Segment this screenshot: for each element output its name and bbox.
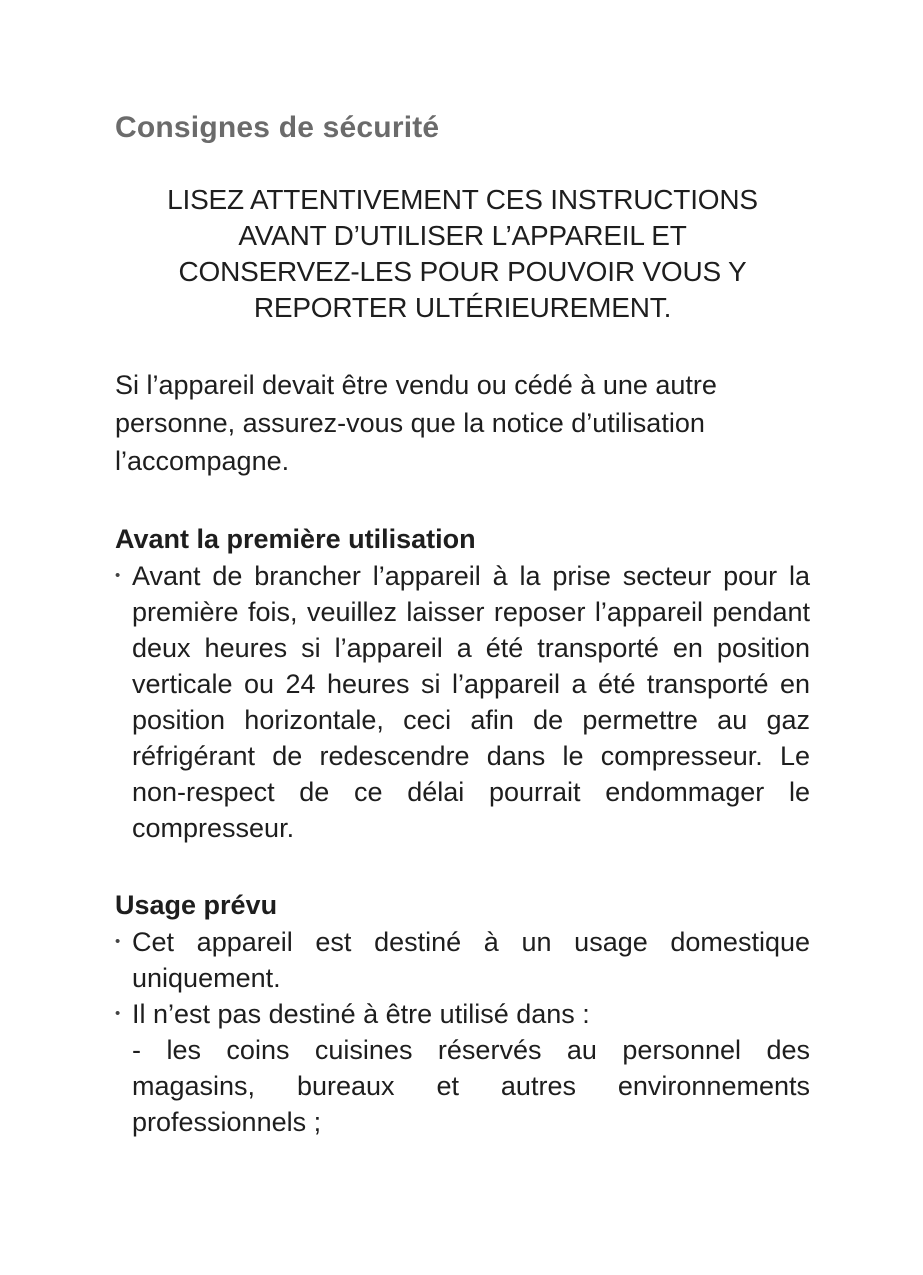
warning-line: REPORTER ULTÉRIEUREMENT.	[253, 292, 672, 323]
bullet-list	[115, 558, 810, 846]
section-intended-use	[115, 886, 810, 1140]
list-item-text: Cet appareil est destiné à un usage domestique uniquement.	[132, 927, 810, 993]
list-item	[115, 996, 810, 1140]
sub-list-item: - les coins cuisines réservés au personnel des magasins, bureaux et autres environnements professionnels ;	[132, 1035, 810, 1137]
section-heading: Avant la première utilisation	[115, 524, 476, 554]
page-title: Consignes de sécurité	[115, 111, 440, 144]
list-item	[115, 558, 810, 846]
section-before-first-use	[115, 520, 810, 846]
warning-line: LISEZ ATTENTIVEMENT CES INSTRUCTIONS	[167, 184, 758, 215]
bullet-list	[115, 924, 810, 1140]
bullet-icon: •	[115, 567, 121, 584]
section-heading: Usage prévu	[115, 890, 278, 920]
warning-notice	[115, 182, 810, 326]
list-item-text: Avant de brancher l’appareil à la prise secteur pour la première fois, veuillez laisser reposer l’appareil pendant deux heures si l’appareil a été transporté en position verticale ou 24 heures si l’appareil a été transporté en position horizontale, ceci afin de permettre au gaz réfrigérant de redescendre dans le compresseur. Le non-respect de ce délai pourrait endommager le compresseur.	[132, 561, 810, 843]
list-item	[115, 924, 810, 996]
document-page	[115, 100, 810, 1140]
intro-paragraph: Si l’appareil devait être vendu ou cédé à une autre personne, assurez-vous que la notice d’utilisation l’accompagne.	[115, 370, 717, 476]
bullet-icon: •	[115, 933, 121, 950]
list-item-text: Il n’est pas destiné à être utilisé dans :	[132, 999, 590, 1029]
warning-line: AVANT D’UTILISER L’APPAREIL ET	[238, 220, 687, 251]
warning-line: CONSERVEZ-LES POUR POUVOIR VOUS Y	[178, 256, 747, 287]
bullet-icon: •	[115, 1005, 121, 1022]
